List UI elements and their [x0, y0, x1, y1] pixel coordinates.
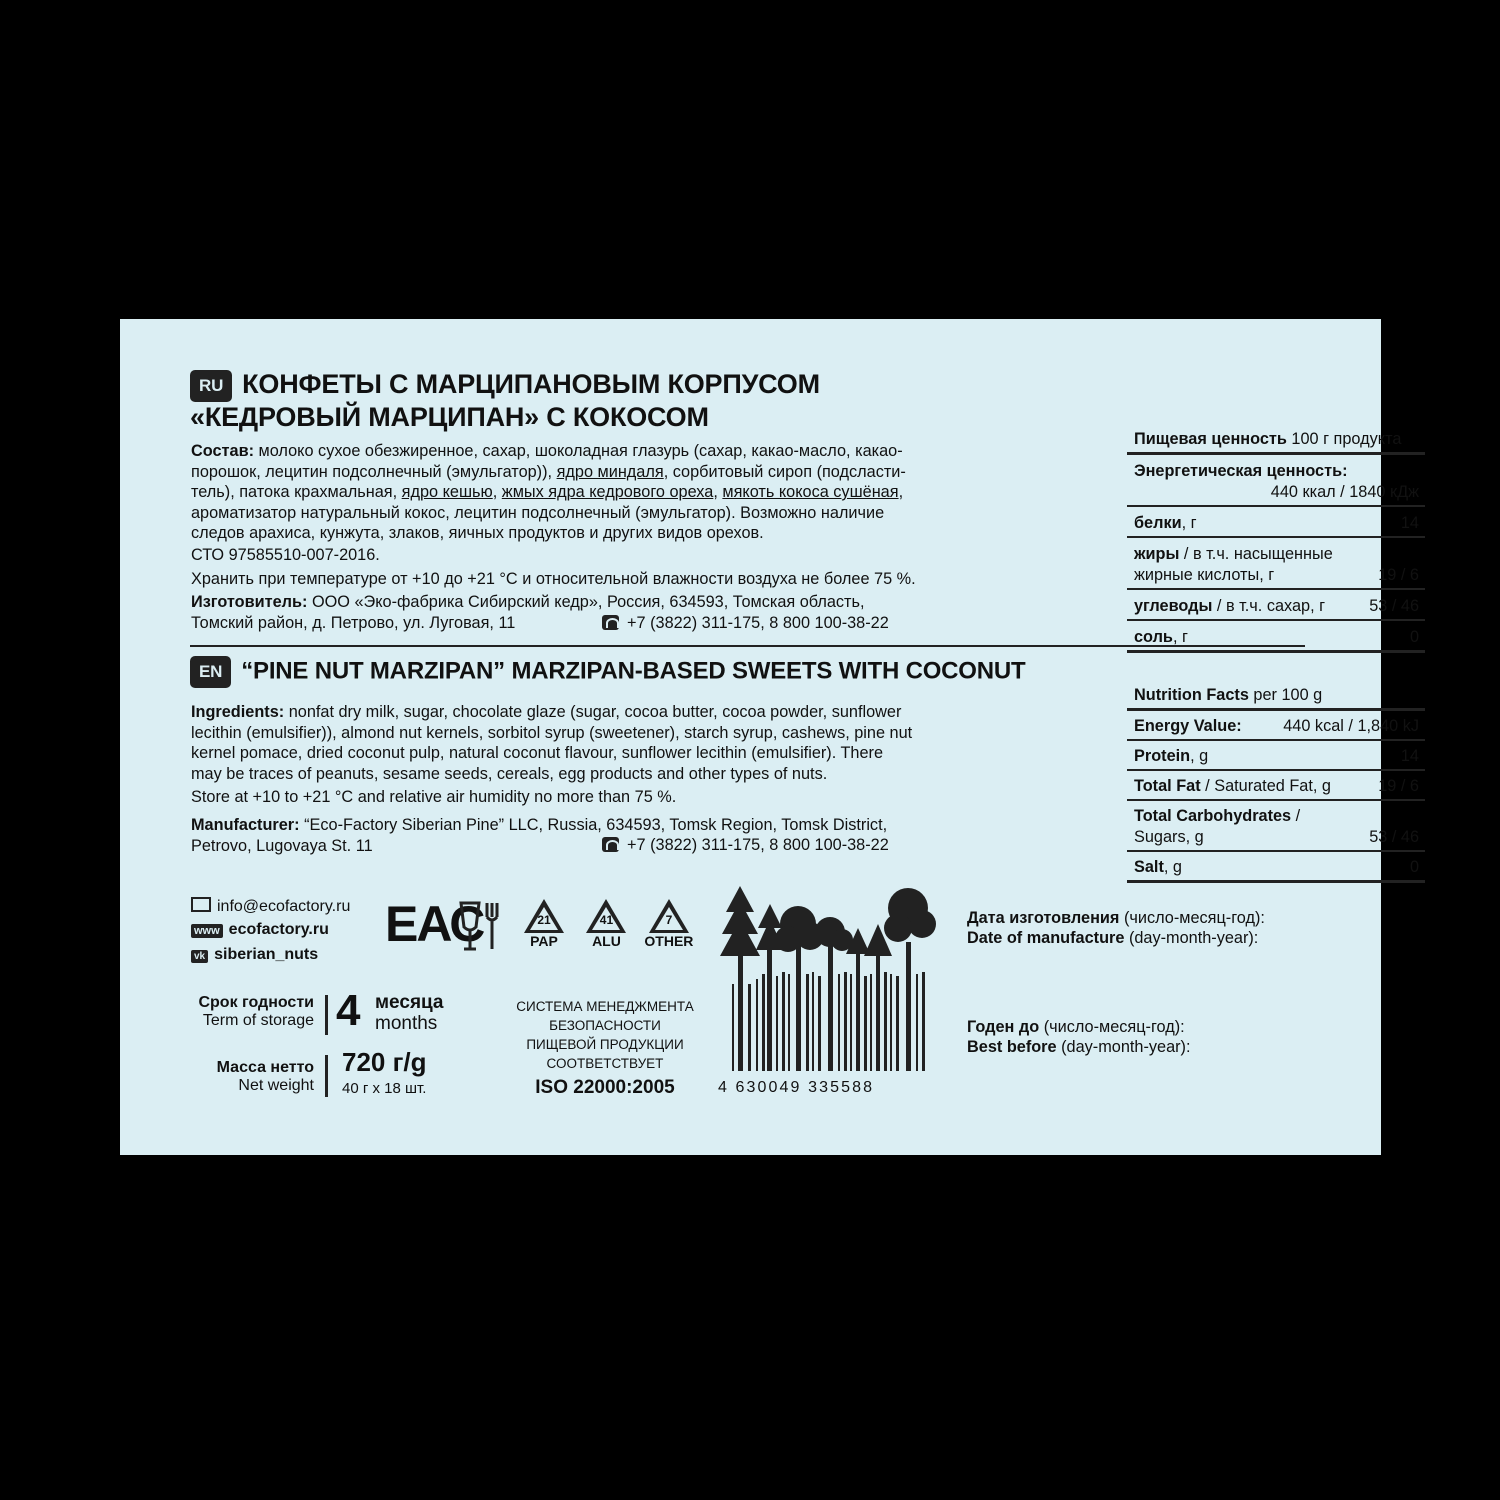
eac-mark-icon: ЕАС: [385, 896, 484, 952]
email-icon: [191, 897, 211, 912]
recycle-name: ALU: [592, 933, 621, 949]
nutrition-protein-row: [1127, 741, 1425, 771]
recycle-num: 7: [665, 913, 673, 927]
en-title-text: “PINE NUT MARZIPAN” MARZIPAN-BASED SWEETS WITH COCONUT: [241, 657, 1026, 685]
iso-standard: ISO 22000:2005: [535, 1077, 675, 1098]
nutrition-header: [1127, 427, 1425, 455]
nutrition-salt-value: 0: [1409, 858, 1419, 876]
ru-storage: Хранить при температуре от +10 до +21 °С и относительной влажности воздуха не более 75 %.: [191, 570, 916, 588]
weight-label: [190, 1059, 314, 1095]
ru-language-tag: RU: [190, 370, 232, 402]
ru-allergen-almond: ядро миндаля: [556, 462, 664, 481]
en-ingredients-text: nonfat dry milk, sugar, chocolate glaze (sugar, cocoa butter, cocoa powder, sunflower: [284, 703, 902, 721]
best-before-date: [967, 1017, 1191, 1057]
shelf-value-num: 4: [336, 986, 361, 1035]
shelf-life-label: [190, 994, 314, 1030]
contacts: [191, 895, 350, 968]
nutrition-salt-label: Salt: [1134, 858, 1164, 876]
en-ingredients-text: kernel pomace, dried coconut pulp, natural coconut flavour, sunflower lecithin (emulsifier). There: [191, 744, 884, 762]
ru-composition-text: ,: [898, 483, 904, 501]
best-before-en-format: (day-month-year):: [1056, 1038, 1191, 1056]
ru-composition-text: молоко сухое обезжиренное, сахар, шоколадная глазурь (сахар, какао-масло, какао-: [254, 442, 903, 460]
recycle-pap-icon: [518, 899, 570, 949]
nutrition-carb-row: [1127, 590, 1425, 621]
iso-line: СИСТЕМА МЕНЕДЖМЕНТА: [516, 999, 694, 1014]
nutrition-salt-unit: , г: [1172, 628, 1188, 646]
shelf-value-text: [375, 992, 444, 1034]
nutrition-energy-value: 440 ккал / 1840 кДж: [1270, 483, 1419, 501]
weight-label-en: Net weight: [238, 1077, 314, 1094]
ru-phone-text: +7 (3822) 311-175, 8 800 100-38-22: [627, 614, 889, 632]
phone-icon: [602, 837, 619, 852]
www-icon: www: [191, 924, 223, 938]
nutrition-carb-label: углеводы: [1134, 597, 1213, 615]
ru-standard: СТО 97585510-007-2016.: [191, 546, 380, 564]
nutrition-fat-label: жиры: [1134, 545, 1180, 563]
weight-detail: 40 г х 18 шт.: [342, 1080, 427, 1097]
product-label: [120, 319, 1419, 1155]
en-title: [190, 656, 1026, 688]
nutrition-protein-label: белки: [1134, 514, 1182, 532]
recycle-other-icon: [643, 899, 695, 949]
phone-icon: [602, 615, 619, 630]
nutrition-carb-rest: Sugars, g: [1134, 828, 1204, 846]
nutrition-protein-unit: , g: [1190, 747, 1209, 765]
vk-icon: vk: [191, 950, 208, 963]
nutrition-header-rest: 100 г продукта: [1286, 430, 1402, 448]
nutrition-carb-rest: /: [1291, 807, 1301, 825]
ru-title-line1: КОНФЕТЫ С МАРЦИПАНОВЫМ КОРПУСОМ: [242, 369, 820, 399]
ru-composition-text: ,: [492, 483, 502, 501]
barcode-trees-icon: [718, 884, 936, 1084]
weight-label-ru: Масса нетто: [216, 1059, 314, 1076]
en-manufacturer-text: Petrovo, Lugovaya St. 11: [191, 836, 373, 855]
nutrition-protein-value: 14: [1400, 747, 1419, 765]
contact-social-text[interactable]: siberian_nuts: [214, 946, 319, 963]
nutrition-table-en: [1127, 683, 1425, 883]
ru-composition-text: следов арахиса, кунжута, злаков, яичных продуктов и других видов орехов.: [191, 524, 764, 542]
shelf-value-en: months: [375, 1013, 438, 1034]
food-contact-icon: [457, 899, 507, 955]
nutrition-carb-row: [1127, 801, 1425, 852]
en-ingredients-text: may be traces of peanuts, sesame seeds, cereals, egg products and other types of nuts.: [191, 764, 828, 783]
nutrition-fat-row: [1127, 771, 1425, 801]
contact-email-text[interactable]: info@ecofactory.ru: [217, 898, 351, 915]
nutrition-salt-unit: , g: [1163, 858, 1182, 876]
section-divider: [190, 645, 1305, 647]
recycle-name: PAP: [530, 933, 558, 949]
manufacture-date-en-format: (day-month-year):: [1124, 929, 1259, 947]
en-manufacturer-text: “Eco-Factory Siberian Pine” LLC, Russia, 634593, Tomsk Region, Tomsk District,: [299, 816, 888, 834]
nutrition-fat-row: [1127, 538, 1425, 590]
nutrition-fat-rest: / в т.ч. насыщенные: [1179, 545, 1333, 563]
nutrition-salt-row: [1127, 852, 1425, 883]
shelf-label-en: Term of storage: [202, 1012, 314, 1029]
nutrition-fat-label: Total Fat: [1134, 777, 1201, 795]
shelf-divider: [325, 995, 328, 1035]
ru-manufacturer-label: Изготовитель:: [191, 593, 308, 611]
best-before-ru-label: Годен до: [967, 1018, 1040, 1036]
recycle-name: OTHER: [644, 933, 694, 949]
best-before-en-label: Best before: [967, 1038, 1057, 1056]
nutrition-header: [1127, 683, 1425, 711]
en-phone: [602, 835, 889, 856]
manufacture-date-ru-label: Дата изготовления: [967, 909, 1120, 927]
nutrition-energy-value: 440 kcal / 1,840 kJ: [1283, 717, 1419, 735]
iso-line: БЕЗОПАСНОСТИ: [549, 1018, 661, 1033]
weight-divider: [325, 1055, 328, 1097]
contact-website-text[interactable]: ecofactory.ru: [228, 921, 329, 938]
nutrition-protein-unit: , г: [1181, 514, 1197, 532]
nutrition-fat-value: 19 / 6: [1378, 566, 1419, 584]
nutrition-salt-row: [1127, 621, 1425, 653]
ru-composition-text: тель), патока крахмальная,: [191, 483, 402, 501]
barcode-digits: 4 630049 335588: [718, 1079, 875, 1096]
best-before-ru-format: (число-месяц-год):: [1039, 1018, 1185, 1036]
nutrition-energy-label: Energy Value:: [1134, 717, 1242, 735]
iso-certification: [500, 997, 710, 1097]
manufacture-date-en-label: Date of manufacture: [967, 929, 1125, 947]
en-storage: Store at +10 to +21 °C and relative air humidity no more than 75 %.: [191, 788, 677, 806]
shelf-label-ru: Срок годности: [198, 994, 314, 1011]
iso-line: СООТВЕТСТВУЕТ: [546, 1056, 664, 1071]
nutrition-table-ru: [1127, 427, 1425, 653]
ru-allergen-coconut: мякоть кокоса сушёная: [722, 483, 899, 501]
contact-email: [191, 895, 350, 918]
en-ingredients: [191, 702, 1001, 784]
ru-manufacturer-text: ООО «Эко-фабрика Сибирский кедр», Россия, 634593, Томская область,: [307, 593, 865, 611]
ru-composition-text: порошок, лецитин подсолнечный (эмульгатор)),: [191, 462, 557, 481]
en-ingredients-label: Ingredients:: [191, 703, 285, 721]
nutrition-energy-row: [1127, 455, 1425, 507]
shelf-value-ru: месяца: [375, 992, 444, 1013]
nutrition-salt-label: соль: [1134, 628, 1173, 646]
manufacture-date: [967, 908, 1265, 948]
nutrition-salt-value: 0: [1409, 628, 1419, 646]
nutrition-protein-label: Protein: [1134, 747, 1191, 765]
ru-allergen-cashew: ядро кешью: [401, 483, 493, 501]
ru-title-line2: «КЕДРОВЫЙ МАРЦИПАН» С КОКОСОМ: [190, 401, 709, 432]
recycle-alu-icon: [580, 899, 632, 949]
ru-composition-text: ,: [713, 483, 723, 501]
ru-composition-label: Состав:: [191, 442, 255, 460]
ru-composition: [191, 441, 991, 544]
weight-value: 720 г/g: [342, 1047, 427, 1077]
ru-composition-text: ароматизатор натуральный кокос, лецитин подсолнечный (эмульгатор). Возможно наличие: [191, 503, 885, 522]
contact-social: [191, 943, 350, 968]
manufacture-date-ru-format: (число-месяц-год):: [1119, 909, 1265, 927]
recycle-marks: [518, 899, 695, 949]
recycle-num: 21: [537, 913, 551, 927]
nutrition-carb-label: Total Carbohydrates: [1134, 807, 1292, 825]
nutrition-fat-value: 19 / 6: [1378, 777, 1419, 795]
nutrition-protein-row: [1127, 507, 1425, 538]
en-language-tag: EN: [190, 656, 231, 688]
nutrition-energy-row: [1127, 711, 1425, 741]
nutrition-carb-value: 53 / 46: [1369, 828, 1419, 846]
nutrition-protein-value: 14: [1400, 514, 1419, 532]
nutrition-header-bold: Пищевая ценность: [1134, 430, 1287, 448]
nutrition-header-rest: per 100 g: [1248, 686, 1323, 704]
nutrition-carb-rest: / в т.ч. сахар, г: [1212, 597, 1326, 615]
recycle-num: 41: [599, 913, 614, 927]
nutrition-energy-label: Энергетическая ценность:: [1134, 462, 1348, 480]
ru-phone: [602, 613, 889, 634]
ru-composition-text: , сорбитовый сироп (подсласти-: [663, 462, 906, 481]
ru-manufacturer-text: Томский район, д. Петрово, ул. Луговая, 11: [191, 613, 516, 632]
en-ingredients-text: lecithin (emulsifier)), almond nut kernels, sorbitol syrup (sweetener), starch syrup, cashews, pine nut: [191, 723, 913, 742]
en-manufacturer-label: Manufacturer:: [191, 816, 300, 834]
ru-allergen-pine: жмых ядра кедрового ореха: [501, 483, 714, 501]
nutrition-header-bold: Nutrition Facts: [1134, 686, 1249, 704]
nutrition-carb-value: 53 / 46: [1369, 597, 1419, 615]
iso-line: ПИЩЕВОЙ ПРОДУКЦИИ: [526, 1037, 684, 1052]
ru-title: [190, 369, 820, 432]
nutrition-fat-rest: жирные кислоты, г: [1134, 566, 1275, 584]
en-phone-text: +7 (3822) 311-175, 8 800 100-38-22: [627, 836, 889, 854]
contact-website: [191, 918, 350, 943]
nutrition-fat-rest: / Saturated Fat, g: [1200, 777, 1331, 795]
